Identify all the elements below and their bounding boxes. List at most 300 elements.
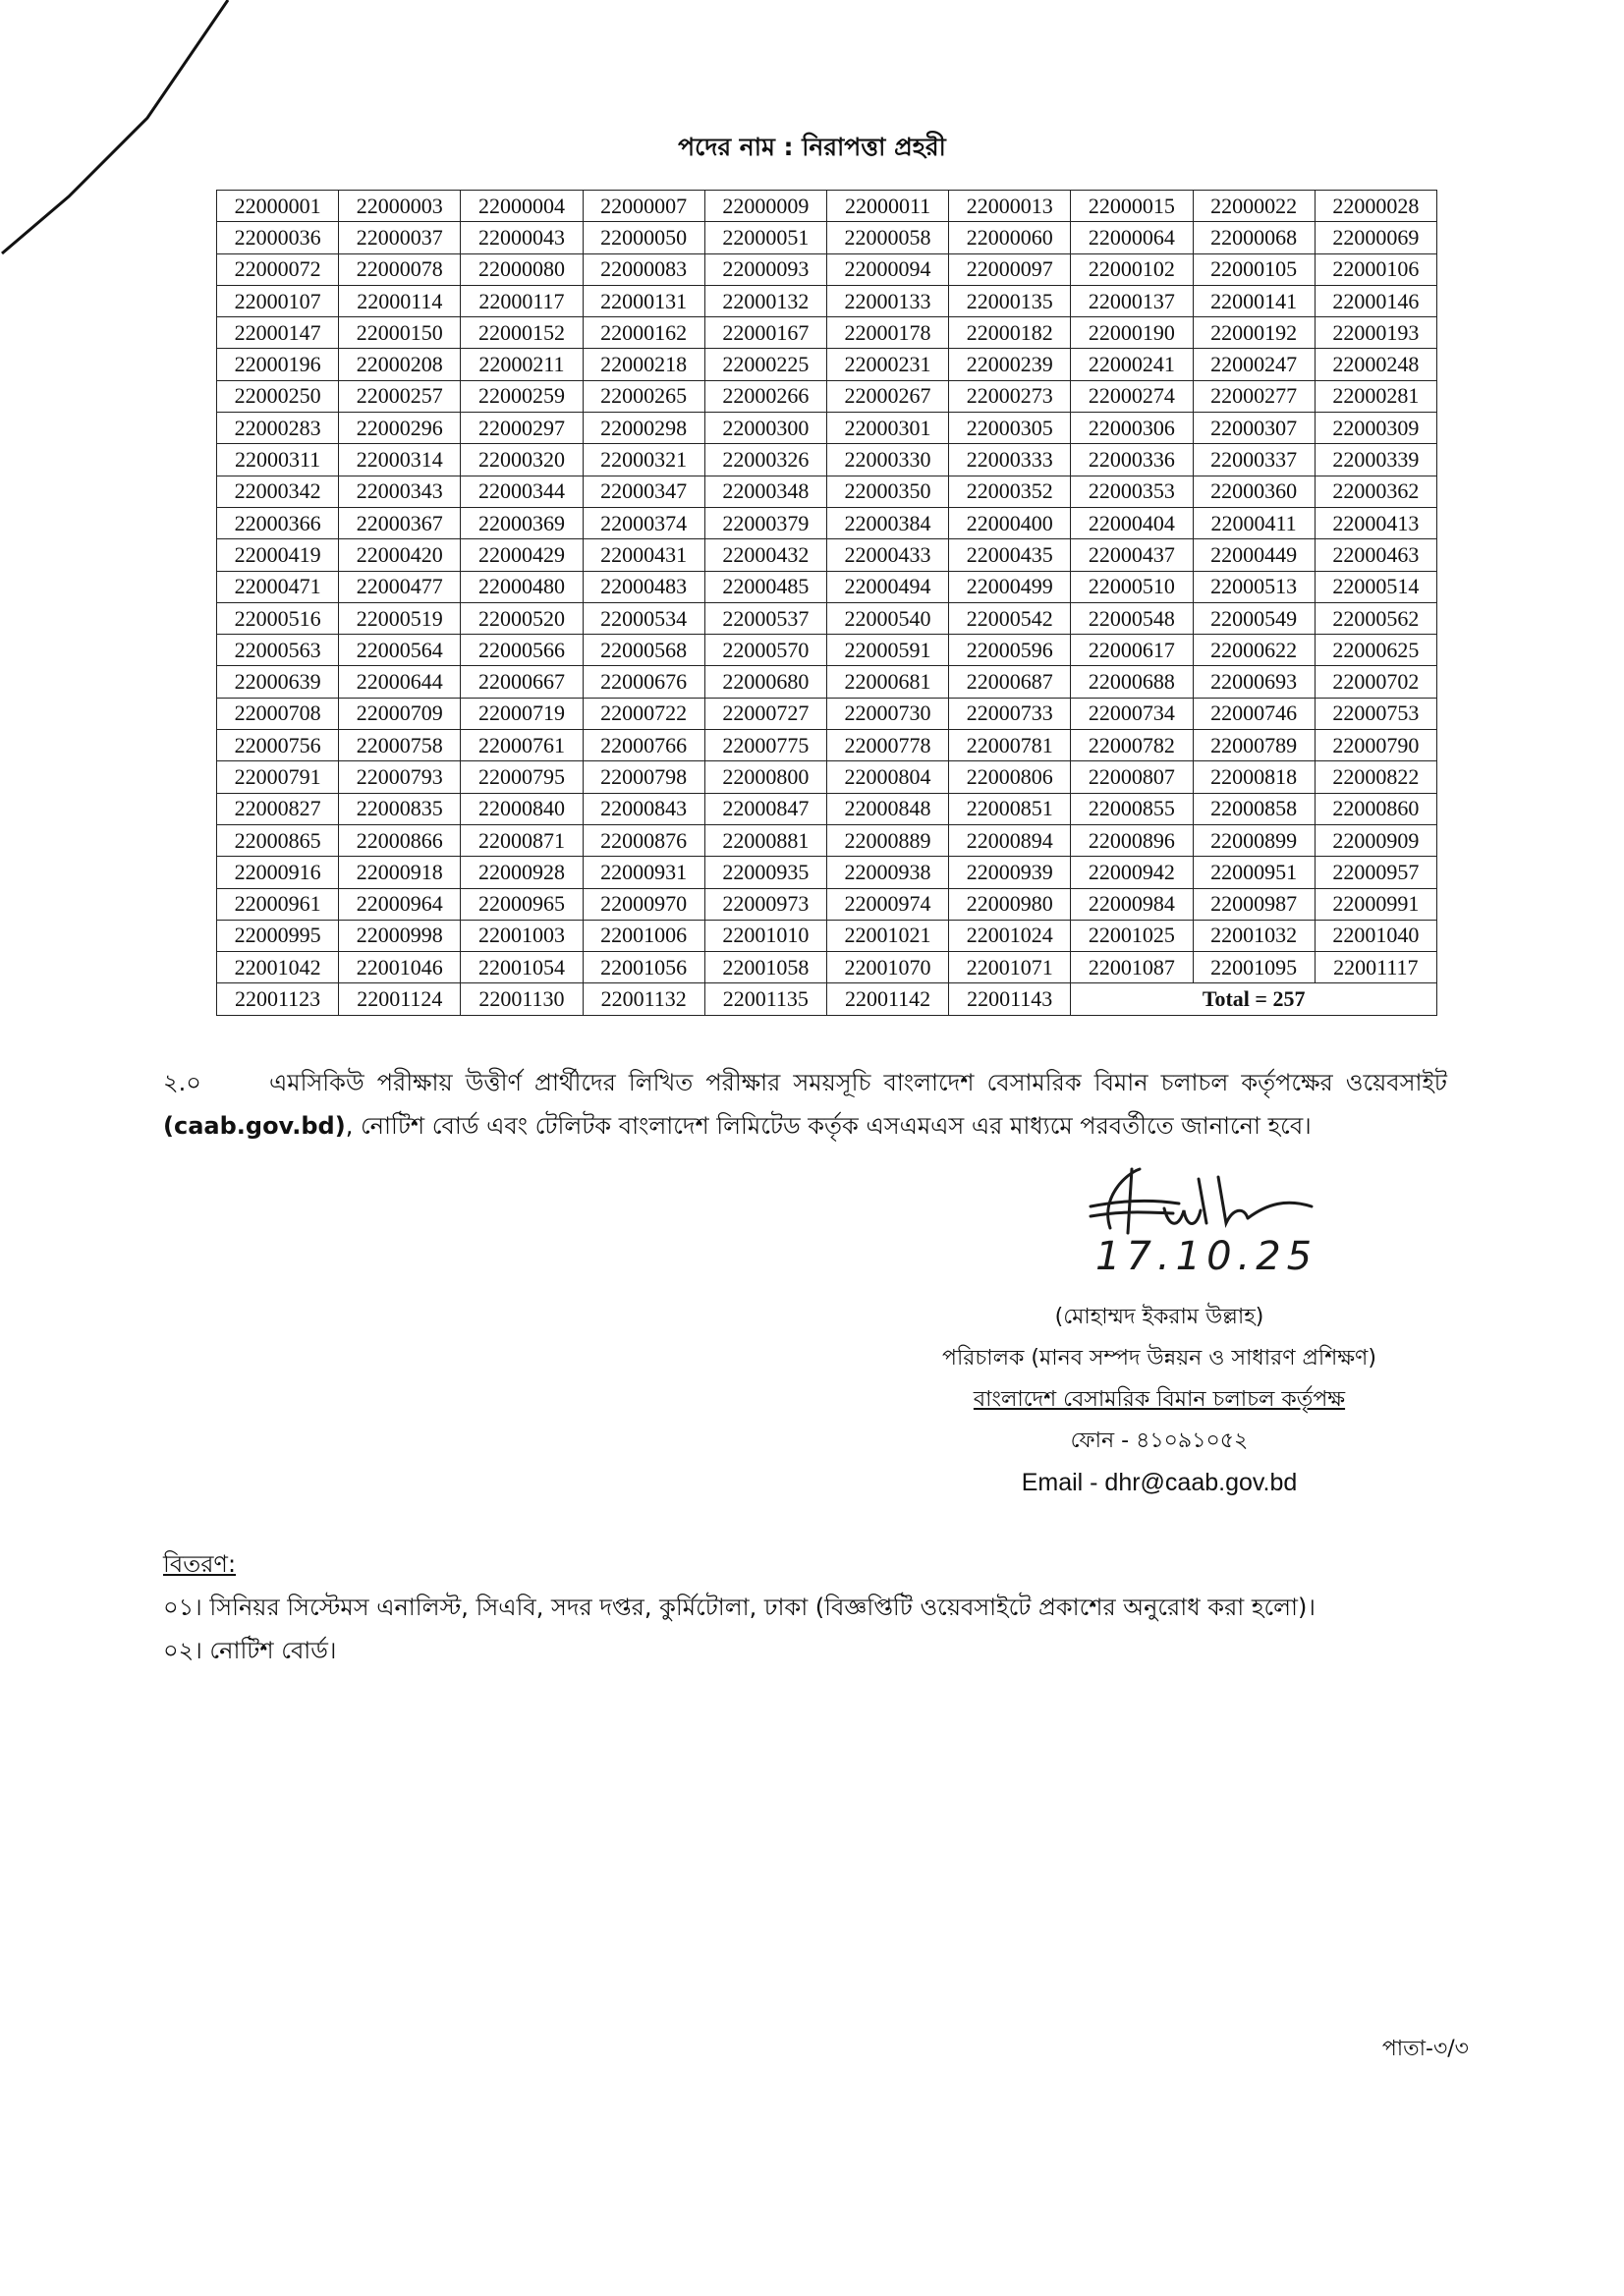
roll-number-cell: 22000069 — [1315, 222, 1436, 253]
roll-number-cell: 22000566 — [461, 635, 583, 666]
roll-number-cell: 22000007 — [583, 191, 704, 222]
roll-number-cell: 22000141 — [1193, 285, 1315, 316]
roll-number-cell: 22000667 — [461, 666, 583, 698]
roll-number-cell: 22000510 — [1071, 571, 1193, 602]
signatory-designation: পরিচালক (মানব সম্পদ উন্নয়ন ও সাধারণ প্রশিক্ষণ) — [942, 1346, 1376, 1371]
roll-number-cell: 22000568 — [583, 635, 704, 666]
roll-number-cell: 22000766 — [583, 730, 704, 761]
roll-number-cell: 22000513 — [1193, 571, 1315, 602]
roll-number-cell: 22000239 — [949, 349, 1071, 380]
table-row — [217, 888, 1437, 920]
distribution-list — [163, 1542, 1470, 1672]
roll-number-cell: 22000182 — [949, 317, 1071, 349]
roll-number-cell: 22000298 — [583, 413, 704, 444]
roll-number-cell: 22000135 — [949, 285, 1071, 316]
roll-number-cell: 22000931 — [583, 857, 704, 888]
roll-number-cell: 22000102 — [1071, 253, 1193, 285]
roll-number-cell: 22000909 — [1315, 824, 1436, 856]
roll-number-cell: 22000330 — [826, 444, 948, 476]
roll-number-cell: 22000367 — [339, 507, 461, 538]
roll-number-cell: 22000800 — [704, 761, 826, 793]
roll-number-cell: 22000306 — [1071, 413, 1193, 444]
roll-number-cell: 22000107 — [217, 285, 339, 316]
roll-number-cell: 22000013 — [949, 191, 1071, 222]
roll-number-cell: 22000758 — [339, 730, 461, 761]
roll-number-cell: 22000411 — [1193, 507, 1315, 538]
roll-number-cell: 22000321 — [583, 444, 704, 476]
table-row — [217, 253, 1437, 285]
roll-number-cell: 22000342 — [217, 476, 339, 507]
roll-number-cell: 22000248 — [1315, 349, 1436, 380]
roll-number-cell: 22000727 — [704, 698, 826, 729]
table-row — [217, 571, 1437, 602]
roll-number-cell: 22000083 — [583, 253, 704, 285]
roll-number-cell: 22000343 — [339, 476, 461, 507]
roll-number-cell: 22000514 — [1315, 571, 1436, 602]
roll-number-cell: 22000540 — [826, 602, 948, 634]
roll-number-cell: 22000991 — [1315, 888, 1436, 920]
roll-number-cell: 22000693 — [1193, 666, 1315, 698]
roll-number-cell: 22000281 — [1315, 380, 1436, 412]
roll-number-cell: 22000951 — [1193, 857, 1315, 888]
roll-number-cell: 22000320 — [461, 444, 583, 476]
roll-number-cell: 22000435 — [949, 539, 1071, 571]
roll-number-cell: 22000851 — [949, 793, 1071, 824]
roll-number-cell: 22000973 — [704, 888, 826, 920]
roll-number-cell: 22000687 — [949, 666, 1071, 698]
roll-number-cell: 22000622 — [1193, 635, 1315, 666]
roll-number-cell: 22000384 — [826, 507, 948, 538]
table-row — [217, 983, 1437, 1015]
roll-number-cell: 22000051 — [704, 222, 826, 253]
roll-number-cell: 22000296 — [339, 413, 461, 444]
roll-number-cell: 22000114 — [339, 285, 461, 316]
roll-number-cell: 22000516 — [217, 602, 339, 634]
roll-number-cell: 22000570 — [704, 635, 826, 666]
roll-number-cell: 22000680 — [704, 666, 826, 698]
roll-number-cell: 22000881 — [704, 824, 826, 856]
roll-number-cell: 22000938 — [826, 857, 948, 888]
roll-number-cell: 22001143 — [949, 983, 1071, 1015]
roll-number-cell: 22000193 — [1315, 317, 1436, 349]
roll-number-cell: 22000753 — [1315, 698, 1436, 729]
notice-paragraph — [163, 1061, 1447, 1148]
handwritten-signature — [1071, 1159, 1326, 1243]
roll-number-cell: 22001123 — [217, 983, 339, 1015]
roll-number-cell: 22000167 — [704, 317, 826, 349]
table-row — [217, 857, 1437, 888]
roll-number-cell: 22001024 — [949, 920, 1071, 951]
table-row — [217, 476, 1437, 507]
roll-number-cell: 22000782 — [1071, 730, 1193, 761]
roll-number-cell: 22000942 — [1071, 857, 1193, 888]
roll-number-cell: 22000807 — [1071, 761, 1193, 793]
roll-number-cell: 22000746 — [1193, 698, 1315, 729]
roll-number-cell: 22000003 — [339, 191, 461, 222]
roll-number-cell: 22000400 — [949, 507, 1071, 538]
signatory-phone: ফোন - ৪১০৯১০৫২ — [1070, 1428, 1249, 1453]
roll-number-cell: 22000804 — [826, 761, 948, 793]
roll-number-cell: 22000563 — [217, 635, 339, 666]
roll-number-cell: 22000326 — [704, 444, 826, 476]
roll-number-cell: 22000847 — [704, 793, 826, 824]
distribution-heading: বিতরণ: — [163, 1550, 237, 1578]
roll-number-cell: 22000688 — [1071, 666, 1193, 698]
roll-number-cell: 22000192 — [1193, 317, 1315, 349]
roll-number-cell: 22000789 — [1193, 730, 1315, 761]
roll-number-cell: 22000043 — [461, 222, 583, 253]
roll-number-cell: 22000564 — [339, 635, 461, 666]
roll-number-cell: 22000980 — [949, 888, 1071, 920]
roll-number-cell: 22001032 — [1193, 920, 1315, 951]
post-title: পদের নাম : নিরাপত্তা প্রহরী — [678, 133, 946, 161]
table-row — [217, 285, 1437, 316]
roll-number-cell: 22000449 — [1193, 539, 1315, 571]
roll-number-cell: 22000257 — [339, 380, 461, 412]
table-row — [217, 793, 1437, 824]
roll-number-cell: 22000311 — [217, 444, 339, 476]
roll-number-cell: 22000106 — [1315, 253, 1436, 285]
roll-number-cell: 22000722 — [583, 698, 704, 729]
roll-number-cell: 22000360 — [1193, 476, 1315, 507]
page-number: পাতা-৩/৩ — [1381, 2037, 1469, 2061]
roll-number-cell: 22000064 — [1071, 222, 1193, 253]
roll-number-cell: 22000964 — [339, 888, 461, 920]
roll-number-cell: 22000068 — [1193, 222, 1315, 253]
roll-number-cell: 22000297 — [461, 413, 583, 444]
roll-number-cell: 22001021 — [826, 920, 948, 951]
table-row — [217, 413, 1437, 444]
roll-number-cell: 22000247 — [1193, 349, 1315, 380]
roll-number-cell: 22000775 — [704, 730, 826, 761]
roll-number-cell: 22000984 — [1071, 888, 1193, 920]
roll-number-cell: 22000001 — [217, 191, 339, 222]
roll-number-cell: 22000494 — [826, 571, 948, 602]
table-row — [217, 666, 1437, 698]
roll-number-cell: 22000117 — [461, 285, 583, 316]
roll-number-cell: 22000733 — [949, 698, 1071, 729]
roll-number-cell: 22000348 — [704, 476, 826, 507]
table-row — [217, 952, 1437, 983]
roll-number-cell: 22000241 — [1071, 349, 1193, 380]
signature-date: 17.10.25 — [1095, 1234, 1318, 1279]
signatory-block — [855, 1297, 1464, 1503]
roll-number-cell: 22000520 — [461, 602, 583, 634]
roll-number-cell: 22000211 — [461, 349, 583, 380]
roll-number-cell: 22000596 — [949, 635, 1071, 666]
roll-number-cell: 22000734 — [1071, 698, 1193, 729]
roll-number-cell: 22000534 — [583, 602, 704, 634]
roll-number-cell: 22000344 — [461, 476, 583, 507]
roll-number-cell: 22000848 — [826, 793, 948, 824]
roll-number-cell: 22000708 — [217, 698, 339, 729]
roll-number-cell: 22000485 — [704, 571, 826, 602]
roll-number-cell: 22000036 — [217, 222, 339, 253]
roll-number-cell: 22000928 — [461, 857, 583, 888]
roll-number-cell: 22000827 — [217, 793, 339, 824]
roll-number-cell: 22001003 — [461, 920, 583, 951]
roll-number-cell: 22001025 — [1071, 920, 1193, 951]
table-row — [217, 824, 1437, 856]
roll-number-cell: 22000259 — [461, 380, 583, 412]
roll-number-cell: 22000300 — [704, 413, 826, 444]
signatory-name: (মোহাম্মদ ইকরাম উল্লাহ) — [1054, 1305, 1264, 1329]
table-row — [217, 602, 1437, 634]
roll-number-cell: 22000314 — [339, 444, 461, 476]
roll-number-cell: 22000196 — [217, 349, 339, 380]
roll-number-cell: 22000676 — [583, 666, 704, 698]
roll-number-cell: 22000231 — [826, 349, 948, 380]
roll-number-cell: 22000277 — [1193, 380, 1315, 412]
roll-number-cell: 22001058 — [704, 952, 826, 983]
roll-number-cell: 22000995 — [217, 920, 339, 951]
roll-number-cell: 22000896 — [1071, 824, 1193, 856]
roll-number-cell: 22000761 — [461, 730, 583, 761]
roll-number-cell: 22000822 — [1315, 761, 1436, 793]
roll-number-cell: 22000080 — [461, 253, 583, 285]
roll-number-cell: 22000876 — [583, 824, 704, 856]
roll-number-cell: 22000132 — [704, 285, 826, 316]
roll-number-cell: 22000519 — [339, 602, 461, 634]
distribution-item: ০১। সিনিয়র সিস্টেমস এনালিস্ট, সিএবি, সদর দপ্তর, কুর্মিটোলা, ঢাকা (বিজ্ঞপ্তিটি ওয়েবসাইটে প্রকাশের অনুরোধ করা হলো)। — [163, 1594, 1316, 1621]
roll-number-cell: 22000093 — [704, 253, 826, 285]
roll-number-cell: 22000970 — [583, 888, 704, 920]
roll-number-cell: 22000225 — [704, 349, 826, 380]
roll-number-cell: 22000274 — [1071, 380, 1193, 412]
roll-number-cell: 22000499 — [949, 571, 1071, 602]
roll-number-cell: 22000094 — [826, 253, 948, 285]
roll-number-cell: 22000078 — [339, 253, 461, 285]
roll-number-cell: 22000015 — [1071, 191, 1193, 222]
roll-number-cell: 22000265 — [583, 380, 704, 412]
roll-number-cell: 22000865 — [217, 824, 339, 856]
roll-number-cell: 22001042 — [217, 952, 339, 983]
roll-number-cell: 22000483 — [583, 571, 704, 602]
roll-number-cell: 22000190 — [1071, 317, 1193, 349]
roll-number-cell: 22000350 — [826, 476, 948, 507]
roll-number-cell: 22000283 — [217, 413, 339, 444]
roll-number-cell: 22000860 — [1315, 793, 1436, 824]
roll-number-cell: 22000060 — [949, 222, 1071, 253]
roll-number-cell: 22000471 — [217, 571, 339, 602]
roll-number-cell: 22001135 — [704, 983, 826, 1015]
roll-number-cell: 22000463 — [1315, 539, 1436, 571]
roll-number-cell: 22000894 — [949, 824, 1071, 856]
roll-number-cell: 22000267 — [826, 380, 948, 412]
table-row — [217, 698, 1437, 729]
roll-number-cell: 22000795 — [461, 761, 583, 793]
roll-number-cell: 22000781 — [949, 730, 1071, 761]
roll-number-cell: 22001130 — [461, 983, 583, 1015]
roll-number-cell: 22000147 — [217, 317, 339, 349]
roll-number-cell: 22000548 — [1071, 602, 1193, 634]
roll-number-cell: 22001010 — [704, 920, 826, 951]
roll-number-cell: 22000037 — [339, 222, 461, 253]
roll-number-cell: 22001054 — [461, 952, 583, 983]
roll-number-cell: 22000218 — [583, 349, 704, 380]
roll-number-cell: 22000133 — [826, 285, 948, 316]
roll-number-cell: 22000965 — [461, 888, 583, 920]
roll-number-cell: 22000336 — [1071, 444, 1193, 476]
roll-number-cell: 22000152 — [461, 317, 583, 349]
table-row — [217, 444, 1437, 476]
roll-number-cell: 22000105 — [1193, 253, 1315, 285]
table-row — [217, 920, 1437, 951]
roll-number-cell: 22000301 — [826, 413, 948, 444]
roll-number-table — [216, 190, 1437, 1016]
roll-number-cell: 22000835 — [339, 793, 461, 824]
roll-number-cell: 22000404 — [1071, 507, 1193, 538]
table-row — [217, 507, 1437, 538]
roll-number-cell: 22000961 — [217, 888, 339, 920]
roll-number-cell: 22000790 — [1315, 730, 1436, 761]
roll-number-cell: 22000146 — [1315, 285, 1436, 316]
roll-number-cell: 22000916 — [217, 857, 339, 888]
roll-number-cell: 22000756 — [217, 730, 339, 761]
roll-number-cell: 22000591 — [826, 635, 948, 666]
roll-number-cell: 22000022 — [1193, 191, 1315, 222]
roll-number-cell: 22000362 — [1315, 476, 1436, 507]
roll-number-cell: 22000480 — [461, 571, 583, 602]
roll-number-cell: 22000309 — [1315, 413, 1436, 444]
roll-number-cell: 22000137 — [1071, 285, 1193, 316]
roll-number-cell: 22000208 — [339, 349, 461, 380]
roll-number-cell: 22000730 — [826, 698, 948, 729]
roll-number-cell: 22000798 — [583, 761, 704, 793]
paragraph-text-after: , নোটিশ বোর্ড এবং টেলিটক বাংলাদেশ লিমিটেড কর্তৃক এসএমএস এর মাধ্যমে পরবর্তীতে জানানো হবে। — [345, 1112, 1312, 1140]
roll-number-cell: 22000369 — [461, 507, 583, 538]
table-row — [217, 222, 1437, 253]
roll-number-cell: 22000681 — [826, 666, 948, 698]
roll-number-cell: 22000871 — [461, 824, 583, 856]
roll-number-cell: 22001117 — [1315, 952, 1436, 983]
roll-number-cell: 22000562 — [1315, 602, 1436, 634]
signatory-organization: বাংলাদেশ বেসামরিক বিমান চলাচল কর্তৃপক্ষ — [973, 1387, 1346, 1412]
signatory-email: Email - dhr@caab.gov.bd — [1021, 1469, 1298, 1496]
table-row — [217, 539, 1437, 571]
roll-number-cell: 22000719 — [461, 698, 583, 729]
paragraph-text-before: এমসিকিউ পরীক্ষায় উত্তীর্ণ প্রার্থীদের লিখিত পরীক্ষার সময়সূচি বাংলাদেশ বেসামরিক বিমান চলাচল কর্তৃপক্ষের ওয়েবসাইট — [269, 1069, 1447, 1096]
table-row — [217, 349, 1437, 380]
roll-number-cell: 22000150 — [339, 317, 461, 349]
table-row — [217, 730, 1437, 761]
roll-number-cell: 22000250 — [217, 380, 339, 412]
roll-number-cell: 22000843 — [583, 793, 704, 824]
roll-number-cell: 22000379 — [704, 507, 826, 538]
paragraph-number: ২.০ — [163, 1069, 201, 1096]
roll-number-cell: 22000957 — [1315, 857, 1436, 888]
roll-number-cell: 22000374 — [583, 507, 704, 538]
roll-number-cell: 22001070 — [826, 952, 948, 983]
roll-number-cell: 22000793 — [339, 761, 461, 793]
roll-number-cell: 22000818 — [1193, 761, 1315, 793]
roll-number-cell: 22000273 — [949, 380, 1071, 412]
roll-number-cell: 22001056 — [583, 952, 704, 983]
roll-number-cell: 22000855 — [1071, 793, 1193, 824]
total-count: Total = 257 — [1071, 983, 1437, 1015]
roll-number-cell: 22000431 — [583, 539, 704, 571]
roll-number-cell: 22001124 — [339, 983, 461, 1015]
roll-number-cell: 22000420 — [339, 539, 461, 571]
roll-number-cell: 22000549 — [1193, 602, 1315, 634]
roll-number-cell: 22000709 — [339, 698, 461, 729]
roll-number-cell: 22000097 — [949, 253, 1071, 285]
roll-number-cell: 22001071 — [949, 952, 1071, 983]
roll-number-cell: 22001006 — [583, 920, 704, 951]
table-row — [217, 761, 1437, 793]
roll-number-cell: 22000644 — [339, 666, 461, 698]
roll-number-cell: 22000998 — [339, 920, 461, 951]
roll-number-cell: 22000352 — [949, 476, 1071, 507]
roll-number-cell: 22000178 — [826, 317, 948, 349]
roll-number-cell: 22000028 — [1315, 191, 1436, 222]
roll-number-cell: 22000806 — [949, 761, 1071, 793]
roll-number-cell: 22001040 — [1315, 920, 1436, 951]
roll-number-cell: 22000987 — [1193, 888, 1315, 920]
roll-number-cell: 22001046 — [339, 952, 461, 983]
roll-number-cell: 22000131 — [583, 285, 704, 316]
roll-number-cell: 22000477 — [339, 571, 461, 602]
distribution-item: ০২। নোটিশ বোর্ড। — [163, 1637, 337, 1664]
roll-number-cell: 22000537 — [704, 602, 826, 634]
roll-number-cell: 22000339 — [1315, 444, 1436, 476]
website-text: (caab.gov.bd) — [163, 1112, 346, 1140]
roll-number-cell: 22001087 — [1071, 952, 1193, 983]
roll-number-cell: 22000791 — [217, 761, 339, 793]
table-row — [217, 191, 1437, 222]
roll-number-cell: 22000866 — [339, 824, 461, 856]
roll-number-cell: 22000162 — [583, 317, 704, 349]
roll-number-cell: 22000009 — [704, 191, 826, 222]
roll-number-cell: 22000433 — [826, 539, 948, 571]
roll-number-cell: 22001132 — [583, 983, 704, 1015]
roll-number-cell: 22001095 — [1193, 952, 1315, 983]
roll-number-cell: 22000353 — [1071, 476, 1193, 507]
roll-number-cell: 22000333 — [949, 444, 1071, 476]
roll-number-cell: 22000437 — [1071, 539, 1193, 571]
roll-number-cell: 22000617 — [1071, 635, 1193, 666]
roll-number-cell: 22000778 — [826, 730, 948, 761]
roll-number-cell: 22000337 — [1193, 444, 1315, 476]
roll-number-cell: 22000858 — [1193, 793, 1315, 824]
roll-number-cell: 22000004 — [461, 191, 583, 222]
roll-number-cell: 22000366 — [217, 507, 339, 538]
roll-number-cell: 22000050 — [583, 222, 704, 253]
roll-number-cell: 22000639 — [217, 666, 339, 698]
roll-number-cell: 22000899 — [1193, 824, 1315, 856]
roll-number-cell: 22000307 — [1193, 413, 1315, 444]
roll-number-cell: 22000889 — [826, 824, 948, 856]
roll-number-cell: 22000429 — [461, 539, 583, 571]
roll-number-cell: 22000625 — [1315, 635, 1436, 666]
roll-number-cell: 22000266 — [704, 380, 826, 412]
roll-number-cell: 22000840 — [461, 793, 583, 824]
roll-number-cell: 22000413 — [1315, 507, 1436, 538]
roll-number-cell: 22000419 — [217, 539, 339, 571]
roll-number-cell: 22000918 — [339, 857, 461, 888]
roll-number-cell: 22000935 — [704, 857, 826, 888]
table-row — [217, 635, 1437, 666]
roll-number-cell: 22000432 — [704, 539, 826, 571]
roll-number-cell: 22000305 — [949, 413, 1071, 444]
roll-number-cell: 22000072 — [217, 253, 339, 285]
roll-number-cell: 22000939 — [949, 857, 1071, 888]
table-row — [217, 380, 1437, 412]
roll-number-cell: 22000058 — [826, 222, 948, 253]
roll-number-cell: 22000011 — [826, 191, 948, 222]
roll-number-cell: 22000702 — [1315, 666, 1436, 698]
roll-number-cell: 22001142 — [826, 983, 948, 1015]
